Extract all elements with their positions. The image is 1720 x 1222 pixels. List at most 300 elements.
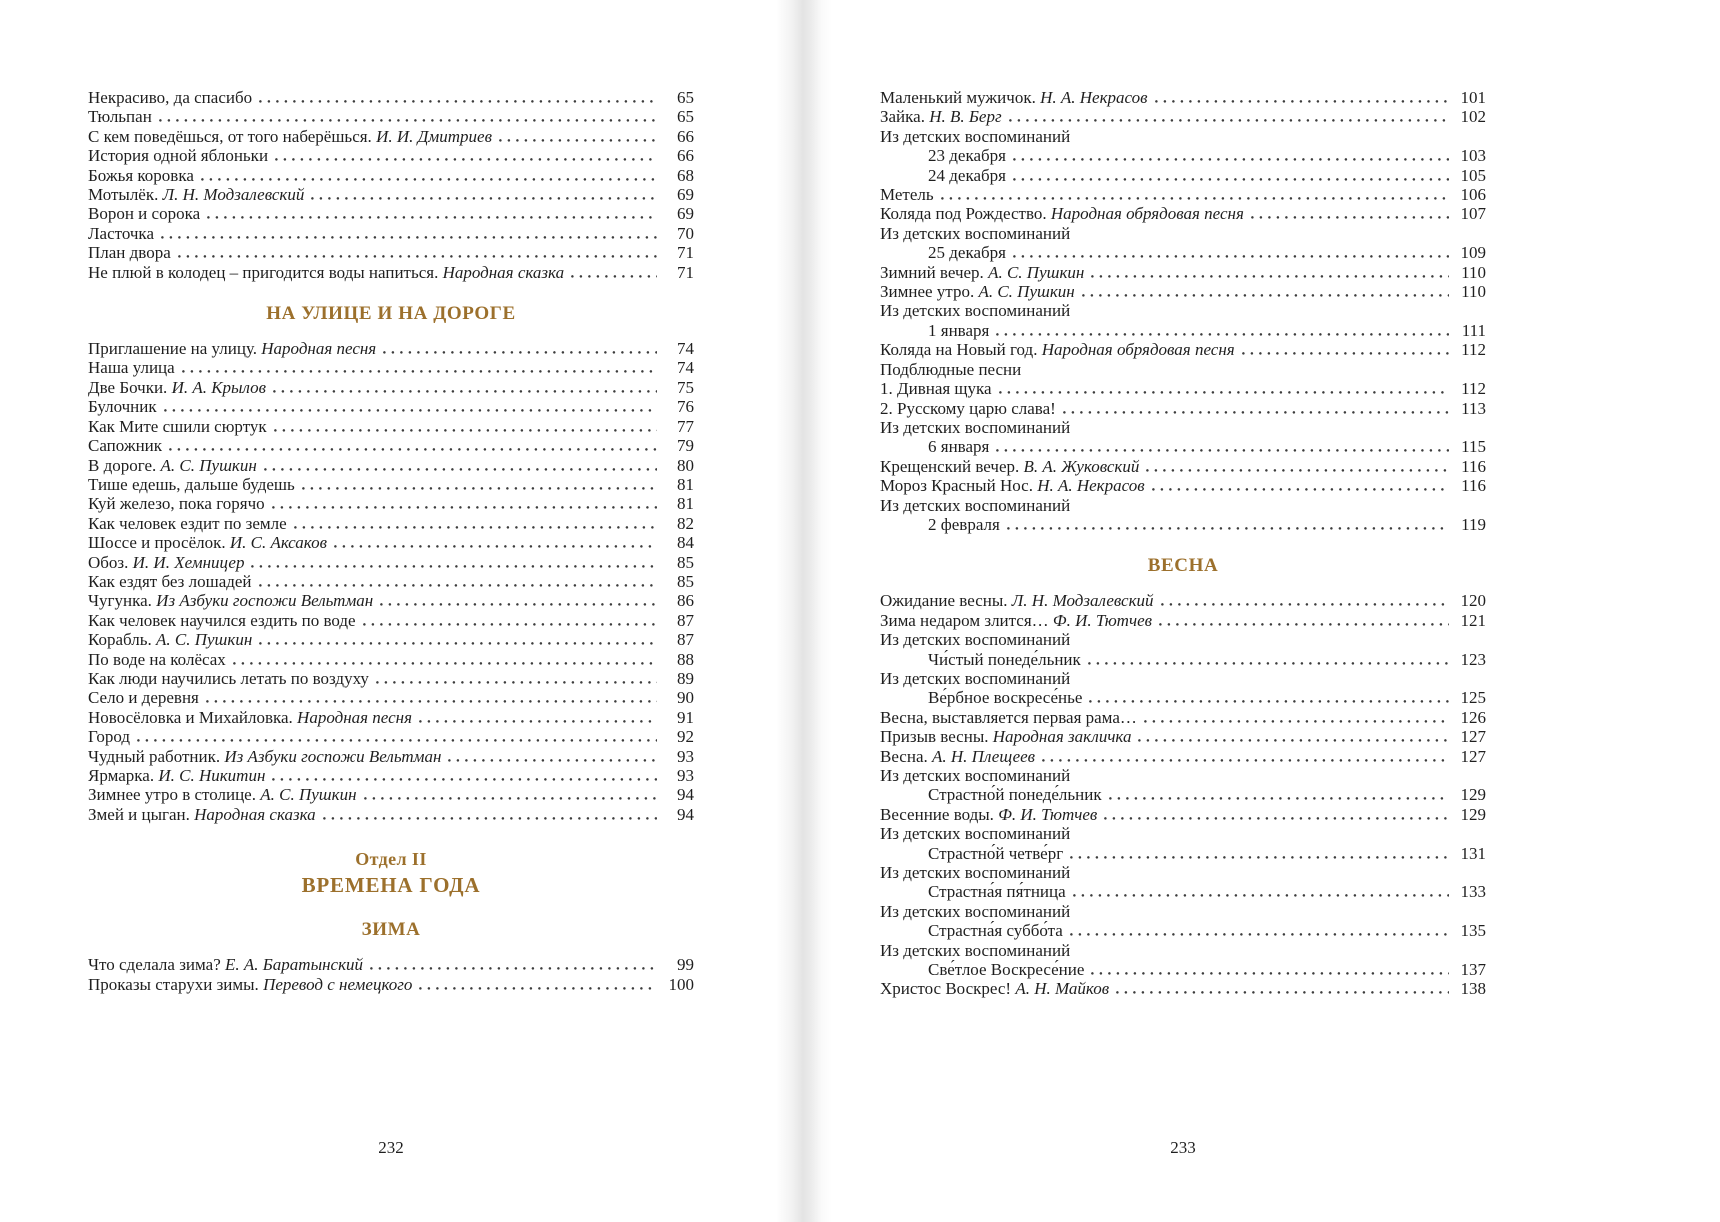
toc-entry-page: 86 bbox=[677, 591, 694, 611]
toc-entry-title: Весна, выставляется первая рама… bbox=[880, 707, 1137, 727]
toc-entry bbox=[880, 224, 1486, 243]
toc-entry-page: 138 bbox=[1460, 979, 1486, 999]
dot-leader bbox=[274, 429, 657, 432]
toc-entry-page: 106 bbox=[1460, 185, 1486, 205]
toc-entry bbox=[880, 941, 1486, 960]
toc-entry-title: 6 января bbox=[928, 437, 990, 457]
dot-leader bbox=[996, 333, 1449, 336]
toc-entry-title: Весенние воды. Ф. И. Тютчев bbox=[880, 804, 1098, 824]
dot-leader bbox=[419, 987, 657, 990]
toc-entry-page: 90 bbox=[677, 688, 694, 708]
toc-entry-page: 120 bbox=[1460, 591, 1486, 611]
toc-entry-page: 105 bbox=[1460, 165, 1486, 185]
toc-entry-author: А. С. Пушкин bbox=[156, 455, 257, 475]
toc-entry bbox=[88, 514, 694, 533]
dot-leader bbox=[1159, 623, 1449, 626]
toc-entry bbox=[880, 766, 1486, 785]
toc-entry-title: Страстно́й четве́рг bbox=[928, 843, 1064, 863]
toc-entry-title: Призыв весны. Народная закличка bbox=[880, 727, 1132, 747]
toc-entry-title: Страстна́я пя́тница bbox=[928, 882, 1066, 902]
dot-leader bbox=[259, 584, 657, 587]
toc-entry-title: Проказы старухи зимы. Перевод с немецкого bbox=[88, 974, 413, 994]
toc-entry-title: В дороге. А. С. Пушкин bbox=[88, 455, 257, 475]
toc-entry-page: 115 bbox=[1461, 437, 1486, 457]
dot-leader bbox=[272, 506, 657, 509]
dot-leader bbox=[1109, 797, 1449, 800]
toc-entry bbox=[880, 611, 1486, 630]
toc-entry-page: 110 bbox=[1461, 262, 1486, 282]
toc-entry-title: Змей и цыган. Народная сказка bbox=[88, 804, 316, 824]
toc-entry-title: Две Бочки. И. А. Крылов bbox=[88, 377, 267, 397]
toc-entry bbox=[880, 496, 1486, 515]
toc-entry-page: 65 bbox=[677, 107, 694, 127]
toc-entry-title: Шоссе и просёлок. И. С. Аксаков bbox=[88, 533, 327, 553]
toc-entry bbox=[88, 204, 694, 223]
toc-entry bbox=[88, 475, 694, 494]
toc-entry bbox=[88, 955, 694, 974]
toc-entry-title: Как человек научился ездить по воде bbox=[88, 610, 356, 630]
dot-leader bbox=[364, 797, 658, 800]
toc-entry-page: 131 bbox=[1460, 843, 1486, 863]
toc-entry bbox=[88, 494, 694, 513]
toc-entry-title: Ве́рбное воскресе́нье bbox=[928, 688, 1083, 708]
toc-entry bbox=[88, 747, 694, 766]
toc-entry-page: 82 bbox=[677, 513, 694, 533]
dot-leader bbox=[941, 197, 1449, 200]
toc-entry-page: 79 bbox=[677, 436, 694, 456]
toc-entry bbox=[880, 515, 1486, 534]
toc-entry-title: Из детских воспоминаний bbox=[880, 417, 1071, 437]
toc-entry bbox=[88, 630, 694, 649]
toc-entry-page: 109 bbox=[1460, 243, 1486, 263]
dot-leader bbox=[1242, 352, 1449, 355]
toc-entry-title: Зайка. Н. В. Берг bbox=[880, 107, 1002, 127]
toc-entry bbox=[880, 360, 1486, 379]
toc-entry bbox=[88, 127, 694, 146]
toc-entry bbox=[88, 805, 694, 824]
toc-entry-page: 102 bbox=[1460, 107, 1486, 127]
toc-entry-author: Народная обрядовая песня bbox=[1037, 340, 1235, 360]
dot-leader bbox=[264, 468, 657, 471]
toc-entry-page: 116 bbox=[1461, 476, 1486, 496]
toc-entry-page: 88 bbox=[677, 649, 694, 669]
toc-entry bbox=[88, 669, 694, 688]
toc-entry-page: 89 bbox=[677, 668, 694, 688]
toc-entry bbox=[88, 611, 694, 630]
toc-entry-title: Ворон и сорока bbox=[88, 204, 201, 224]
dot-leader bbox=[169, 448, 657, 451]
dot-leader bbox=[499, 139, 657, 142]
toc-entry-title: Мотылёк. Л. Н. Модзалевский bbox=[88, 185, 305, 205]
dot-leader bbox=[206, 700, 657, 703]
dot-leader bbox=[1070, 856, 1449, 859]
toc-entry-title: Зимнее утро. А. С. Пушкин bbox=[880, 282, 1075, 302]
section-heading: ВРЕМЕНА ГОДА bbox=[301, 873, 481, 898]
toc-entry-page: 135 bbox=[1460, 921, 1486, 941]
toc-entry-page: 69 bbox=[677, 204, 694, 224]
toc-entry bbox=[88, 224, 694, 243]
toc-entry-title: Из детских воспоминаний bbox=[880, 901, 1071, 921]
toc-entry bbox=[880, 185, 1486, 204]
toc-entry bbox=[880, 591, 1486, 610]
toc-entry-title: Как человек ездит по земле bbox=[88, 513, 287, 533]
toc-entry-page: 112 bbox=[1461, 340, 1486, 360]
toc-entry-author: Народная обрядовая песня bbox=[1046, 204, 1244, 224]
section-heading: Отдел II bbox=[355, 849, 427, 870]
dot-leader bbox=[370, 967, 657, 970]
dot-leader bbox=[159, 119, 657, 122]
toc-entry-title: Не плюй в колодец – пригодится воды напиться. Народная сказка bbox=[88, 262, 565, 282]
dot-leader bbox=[1116, 991, 1449, 994]
toc-entry bbox=[88, 456, 694, 475]
dot-leader bbox=[1088, 662, 1449, 665]
toc-entry-author: Народная сказка bbox=[189, 804, 316, 824]
toc-entry bbox=[880, 301, 1486, 320]
toc-entry bbox=[880, 979, 1486, 998]
dot-leader bbox=[419, 720, 657, 723]
toc-entry-title: Наша улица bbox=[88, 358, 175, 378]
toc-entry-title: Из детских воспоминаний bbox=[880, 766, 1071, 785]
toc-entry-page: 103 bbox=[1460, 146, 1486, 166]
toc-entry-page: 87 bbox=[677, 630, 694, 650]
toc-entry-title: 2 февраля bbox=[928, 514, 1000, 534]
toc-entry-author: А. Н. Майков bbox=[1011, 979, 1110, 999]
toc-entry bbox=[880, 902, 1486, 921]
toc-entry-title: Чугунка. Из Азбуки госпожи Вельтман bbox=[88, 591, 374, 611]
toc-entry bbox=[880, 688, 1486, 707]
toc-entry-title: 25 декабря bbox=[928, 243, 1006, 263]
toc-entry-title: Божья коровка bbox=[88, 165, 194, 185]
toc-entry-page: 93 bbox=[677, 746, 694, 766]
toc-entry-title: Страстно́й понеде́льник bbox=[928, 785, 1102, 805]
toc-entry-author: А. С. Пушкин bbox=[983, 262, 1085, 282]
toc-entry-page: 133 bbox=[1460, 882, 1486, 902]
toc-entry bbox=[88, 436, 694, 455]
dot-leader bbox=[380, 603, 657, 606]
toc-entry-title: Страстна́я суббо́та bbox=[928, 921, 1063, 941]
toc-entry-title: Коляда на Новый год. Народная обрядовая песня bbox=[880, 340, 1235, 360]
toc-entry bbox=[88, 185, 694, 204]
toc-entry bbox=[88, 263, 694, 282]
toc-entry-page: 110 bbox=[1461, 282, 1486, 302]
dot-leader bbox=[302, 487, 657, 490]
toc-entry-page: 68 bbox=[677, 165, 694, 185]
dot-leader bbox=[201, 178, 657, 181]
toc-entry bbox=[88, 88, 694, 107]
toc-entry-page: 70 bbox=[677, 223, 694, 243]
toc-entry bbox=[88, 553, 694, 572]
toc-entry-title: Обоз. И. И. Хемницер bbox=[88, 552, 245, 572]
dot-leader bbox=[251, 565, 657, 568]
toc-entry-title: Как Мите сшили сюртук bbox=[88, 416, 267, 436]
toc-entry bbox=[880, 263, 1486, 282]
toc-entry-author: Н. В. Берг bbox=[924, 107, 1002, 127]
toc-entry bbox=[880, 921, 1486, 940]
toc-entry-title: Подблюдные песни bbox=[880, 359, 1022, 379]
book-gutter-shadow bbox=[776, 0, 832, 1222]
toc-entry bbox=[880, 882, 1486, 901]
dot-leader bbox=[1013, 255, 1449, 258]
toc-entry bbox=[88, 766, 694, 785]
toc-entry bbox=[880, 166, 1486, 185]
toc-entry bbox=[880, 457, 1486, 476]
dot-leader bbox=[1009, 119, 1449, 122]
dot-leader bbox=[1063, 411, 1449, 414]
toc-entry bbox=[88, 785, 694, 804]
toc-entry bbox=[88, 339, 694, 358]
dot-leader bbox=[334, 545, 657, 548]
toc-entry-title: 24 декабря bbox=[928, 165, 1006, 185]
toc-entry-page: 129 bbox=[1460, 804, 1486, 824]
toc-entry-page: 93 bbox=[677, 766, 694, 785]
toc-entry-page: 111 bbox=[1461, 320, 1486, 340]
dot-leader bbox=[1013, 158, 1449, 161]
toc-entry bbox=[880, 669, 1486, 688]
toc-entry-title: Коляда под Рождество. Народная обрядовая песня bbox=[880, 204, 1244, 224]
toc-entry bbox=[880, 399, 1486, 418]
toc-entry-author: И. И. Хемницер bbox=[128, 552, 245, 572]
toc-entry-title: Ласточка bbox=[88, 223, 154, 243]
toc-entry-title: Новосёловка и Михайловка. Народная песня bbox=[88, 707, 412, 727]
toc-entry-author: Н. А. Некрасов bbox=[1035, 88, 1148, 107]
toc-entry-page: 75 bbox=[677, 377, 694, 397]
toc-entry-page: 123 bbox=[1460, 649, 1486, 669]
dot-leader bbox=[233, 662, 657, 665]
toc-entry-title: Ожидание весны. Л. Н. Модзалевский bbox=[880, 591, 1154, 611]
dot-leader bbox=[294, 526, 657, 529]
toc-entry-title: Све́тлое Воскресе́ние bbox=[928, 960, 1085, 980]
toc-entry-author: Народная закличка bbox=[988, 727, 1132, 747]
toc-entry-title: 1 января bbox=[928, 320, 990, 340]
toc-entry bbox=[880, 127, 1486, 146]
dot-leader bbox=[1251, 216, 1449, 219]
toc-entry-author: А. Н. Плещеев bbox=[927, 746, 1036, 766]
dot-leader bbox=[996, 449, 1449, 452]
toc-entry-page: 127 bbox=[1460, 727, 1486, 747]
toc-entry-page: 71 bbox=[677, 262, 694, 282]
toc-entry bbox=[880, 282, 1486, 301]
toc-entry-page: 66 bbox=[677, 126, 694, 146]
toc-entry-page: 116 bbox=[1461, 456, 1486, 476]
toc-entry bbox=[88, 417, 694, 436]
toc-entry-author: И. И. Дмитриев bbox=[371, 126, 492, 146]
dot-leader bbox=[1155, 100, 1449, 103]
toc-entry-title: История одной яблоньки bbox=[88, 146, 269, 166]
toc-entry-title: Мороз Красный Нос. Н. А. Некрасов bbox=[880, 476, 1145, 496]
toc-entry-title: Из детских воспоминаний bbox=[880, 940, 1071, 960]
toc-entry-title: Зимний вечер. А. С. Пушкин bbox=[880, 262, 1085, 282]
toc-entry-author: Ф. И. Тютчев bbox=[993, 804, 1098, 824]
dot-leader bbox=[275, 158, 657, 161]
toc-entry bbox=[880, 88, 1486, 107]
toc-entry-title: Чудный работник. Из Азбуки госпожи Вельтман bbox=[88, 746, 442, 766]
toc-entry-page: 71 bbox=[677, 243, 694, 263]
toc-entry bbox=[880, 437, 1486, 456]
toc-entry-title: Куй железо, пока горячо bbox=[88, 494, 265, 514]
toc-entry bbox=[880, 321, 1486, 340]
toc-entry-title: Корабль. А. С. Пушкин bbox=[88, 630, 253, 650]
dot-leader bbox=[571, 275, 657, 278]
toc-entry-title: Из детских воспоминаний bbox=[880, 668, 1071, 688]
toc-entry-title: С кем поведёшься, от того наберёшься. И. И. Дмитриев bbox=[88, 126, 492, 146]
toc-entry-page: 77 bbox=[677, 416, 694, 436]
toc-entry-title: Из детских воспоминаний bbox=[880, 495, 1071, 515]
toc-entry-title: Из детских воспоминаний bbox=[880, 126, 1071, 146]
toc-entry-page: 121 bbox=[1460, 610, 1486, 630]
toc-entry-author: И. С. Никитин bbox=[154, 766, 266, 785]
dot-leader bbox=[1070, 933, 1449, 936]
toc-entry bbox=[88, 650, 694, 669]
dot-leader bbox=[1042, 759, 1449, 762]
page-number-left: 232 bbox=[378, 1138, 404, 1157]
dot-leader bbox=[376, 681, 657, 684]
dot-leader bbox=[311, 197, 657, 200]
toc-entry-page: 65 bbox=[677, 88, 694, 107]
toc-entry bbox=[88, 243, 694, 262]
dot-leader bbox=[363, 623, 657, 626]
toc-entry-page: 101 bbox=[1460, 88, 1486, 107]
toc-entry-title: Из детских воспоминаний bbox=[880, 301, 1071, 321]
toc-entry-page: 92 bbox=[677, 727, 694, 747]
toc-entry bbox=[880, 340, 1486, 359]
toc-entry bbox=[880, 747, 1486, 766]
dot-leader bbox=[1091, 972, 1449, 975]
toc-entry-title: Ярмарка. И. С. Никитин bbox=[88, 766, 266, 785]
toc-entry-author: Народная песня bbox=[257, 339, 377, 359]
dot-leader bbox=[1144, 720, 1449, 723]
toc-entry-title: Село и деревня bbox=[88, 688, 199, 708]
dot-leader bbox=[178, 255, 657, 258]
toc-entry-author: И. А. Крылов bbox=[167, 377, 267, 397]
toc-entry-title: Христос Воскрес! А. Н. Майков bbox=[880, 979, 1110, 999]
dot-leader bbox=[1007, 527, 1449, 530]
toc-entry bbox=[880, 379, 1486, 398]
toc-entry bbox=[880, 204, 1486, 223]
toc-entry bbox=[880, 650, 1486, 669]
toc-entry-page: 84 bbox=[677, 533, 694, 553]
dot-leader bbox=[1082, 294, 1449, 297]
toc-entry-title: Крещенский вечер. В. А. Жуковский bbox=[880, 456, 1140, 476]
toc-entry-page: 76 bbox=[677, 397, 694, 417]
toc-entry bbox=[880, 727, 1486, 746]
toc-entry-author: Народная сказка bbox=[438, 262, 565, 282]
toc-entry-title: Маленький мужичок. Н. А. Некрасов bbox=[880, 88, 1148, 107]
toc-entry-page: 126 bbox=[1460, 707, 1486, 727]
toc-entry-title: Некрасиво, да спасибо bbox=[88, 88, 253, 107]
toc-entry-page: 113 bbox=[1461, 398, 1486, 418]
toc-entry-author: В. А. Жуковский bbox=[1019, 456, 1140, 476]
toc-entry-author: Из Азбуки госпожи Вельтман bbox=[220, 746, 442, 766]
dot-leader bbox=[273, 390, 657, 393]
toc-entry-title: План двора bbox=[88, 243, 171, 263]
dot-leader bbox=[207, 216, 657, 219]
toc-entry-title: Сапожник bbox=[88, 436, 163, 456]
toc-entry-page: 94 bbox=[677, 785, 694, 805]
toc-entry-title: Город bbox=[88, 727, 130, 747]
toc-entry-page: 69 bbox=[677, 185, 694, 205]
toc-entry bbox=[88, 708, 694, 727]
toc-entry-title: Чи́стый понеде́льник bbox=[928, 649, 1081, 669]
toc-entry bbox=[88, 688, 694, 707]
toc-entry-title: 1. Дивная щука bbox=[880, 379, 992, 399]
toc-entry-title: Из детских воспоминаний bbox=[880, 223, 1071, 243]
toc-entry-page: 91 bbox=[677, 707, 694, 727]
toc-entry-title: Зима недаром злится… Ф. И. Тютчев bbox=[880, 610, 1152, 630]
toc-entry bbox=[880, 708, 1486, 727]
toc-entry bbox=[880, 805, 1486, 824]
toc-entry bbox=[88, 146, 694, 165]
toc-entry-page: 119 bbox=[1461, 514, 1486, 534]
toc-entry bbox=[88, 166, 694, 185]
toc-entry-title: По воде на колёсах bbox=[88, 649, 226, 669]
dot-leader bbox=[259, 642, 657, 645]
toc-entry bbox=[88, 358, 694, 377]
toc-entry-title: Тюльпан bbox=[88, 107, 152, 127]
toc-entry-page: 66 bbox=[677, 146, 694, 166]
toc-entry-page: 125 bbox=[1460, 688, 1486, 708]
toc-entry-page: 85 bbox=[677, 552, 694, 572]
dot-leader bbox=[383, 351, 657, 354]
dot-leader bbox=[1138, 739, 1449, 742]
toc-entry bbox=[88, 975, 694, 994]
toc-entry-page: 81 bbox=[677, 474, 694, 494]
toc-entry-title: Что сделала зима? Е. А. Баратынский bbox=[88, 955, 364, 975]
page-number-right: 233 bbox=[1170, 1138, 1196, 1157]
toc-entry-page: 94 bbox=[677, 804, 694, 824]
dot-leader bbox=[1013, 178, 1449, 181]
toc-entry bbox=[880, 844, 1486, 863]
toc-entry-author: А. С. Пушкин bbox=[255, 785, 357, 805]
toc-entry-title: Зимнее утро в столице. А. С. Пушкин bbox=[88, 785, 357, 805]
dot-leader bbox=[1073, 894, 1449, 897]
toc-entry-author: Л. Н. Модзалевский bbox=[1007, 591, 1154, 611]
dot-leader bbox=[259, 100, 657, 103]
toc-entry bbox=[880, 107, 1486, 126]
toc-entry bbox=[880, 824, 1486, 843]
section-heading: НА УЛИЦЕ И НА ДОРОГЕ bbox=[266, 303, 516, 325]
dot-leader bbox=[1152, 488, 1449, 491]
dot-leader bbox=[1104, 817, 1449, 820]
toc-entry-author: Е. А. Баратынский bbox=[220, 955, 364, 975]
toc-entry-author: Н. А. Некрасов bbox=[1032, 476, 1145, 496]
dot-leader bbox=[1089, 700, 1449, 703]
dot-leader bbox=[999, 391, 1449, 394]
toc-entry-author: Перевод с немецкого bbox=[258, 974, 413, 994]
toc-entry-page: 112 bbox=[1461, 379, 1486, 399]
toc-entry bbox=[88, 107, 694, 126]
toc-entry-page: 99 bbox=[677, 955, 694, 975]
dot-leader bbox=[161, 236, 657, 239]
toc-entry-title: Из детских воспоминаний bbox=[880, 863, 1071, 883]
toc-entry-title: Тише едешь, дальше будешь bbox=[88, 474, 295, 494]
toc-entry-page: 100 bbox=[668, 974, 694, 994]
toc-entry-page: 80 bbox=[677, 455, 694, 475]
toc-entry-page: 81 bbox=[677, 494, 694, 514]
toc-entry-title: Приглашение на улицу. Народная песня bbox=[88, 339, 377, 359]
toc-entry bbox=[880, 146, 1486, 165]
toc-entry bbox=[880, 243, 1486, 262]
toc-entry bbox=[880, 960, 1486, 979]
toc-entry-page: 74 bbox=[677, 339, 694, 359]
toc-entry-page: 87 bbox=[677, 610, 694, 630]
section-heading: ЗИМА bbox=[361, 919, 421, 941]
toc-entry bbox=[880, 476, 1486, 495]
dot-leader bbox=[137, 739, 657, 742]
section-heading: ВЕСНА bbox=[1147, 555, 1219, 577]
toc-entry-page: 74 bbox=[677, 358, 694, 378]
toc-entry-page: 107 bbox=[1460, 204, 1486, 224]
toc-entry-title: Как люди научились летать по воздуху bbox=[88, 668, 369, 688]
